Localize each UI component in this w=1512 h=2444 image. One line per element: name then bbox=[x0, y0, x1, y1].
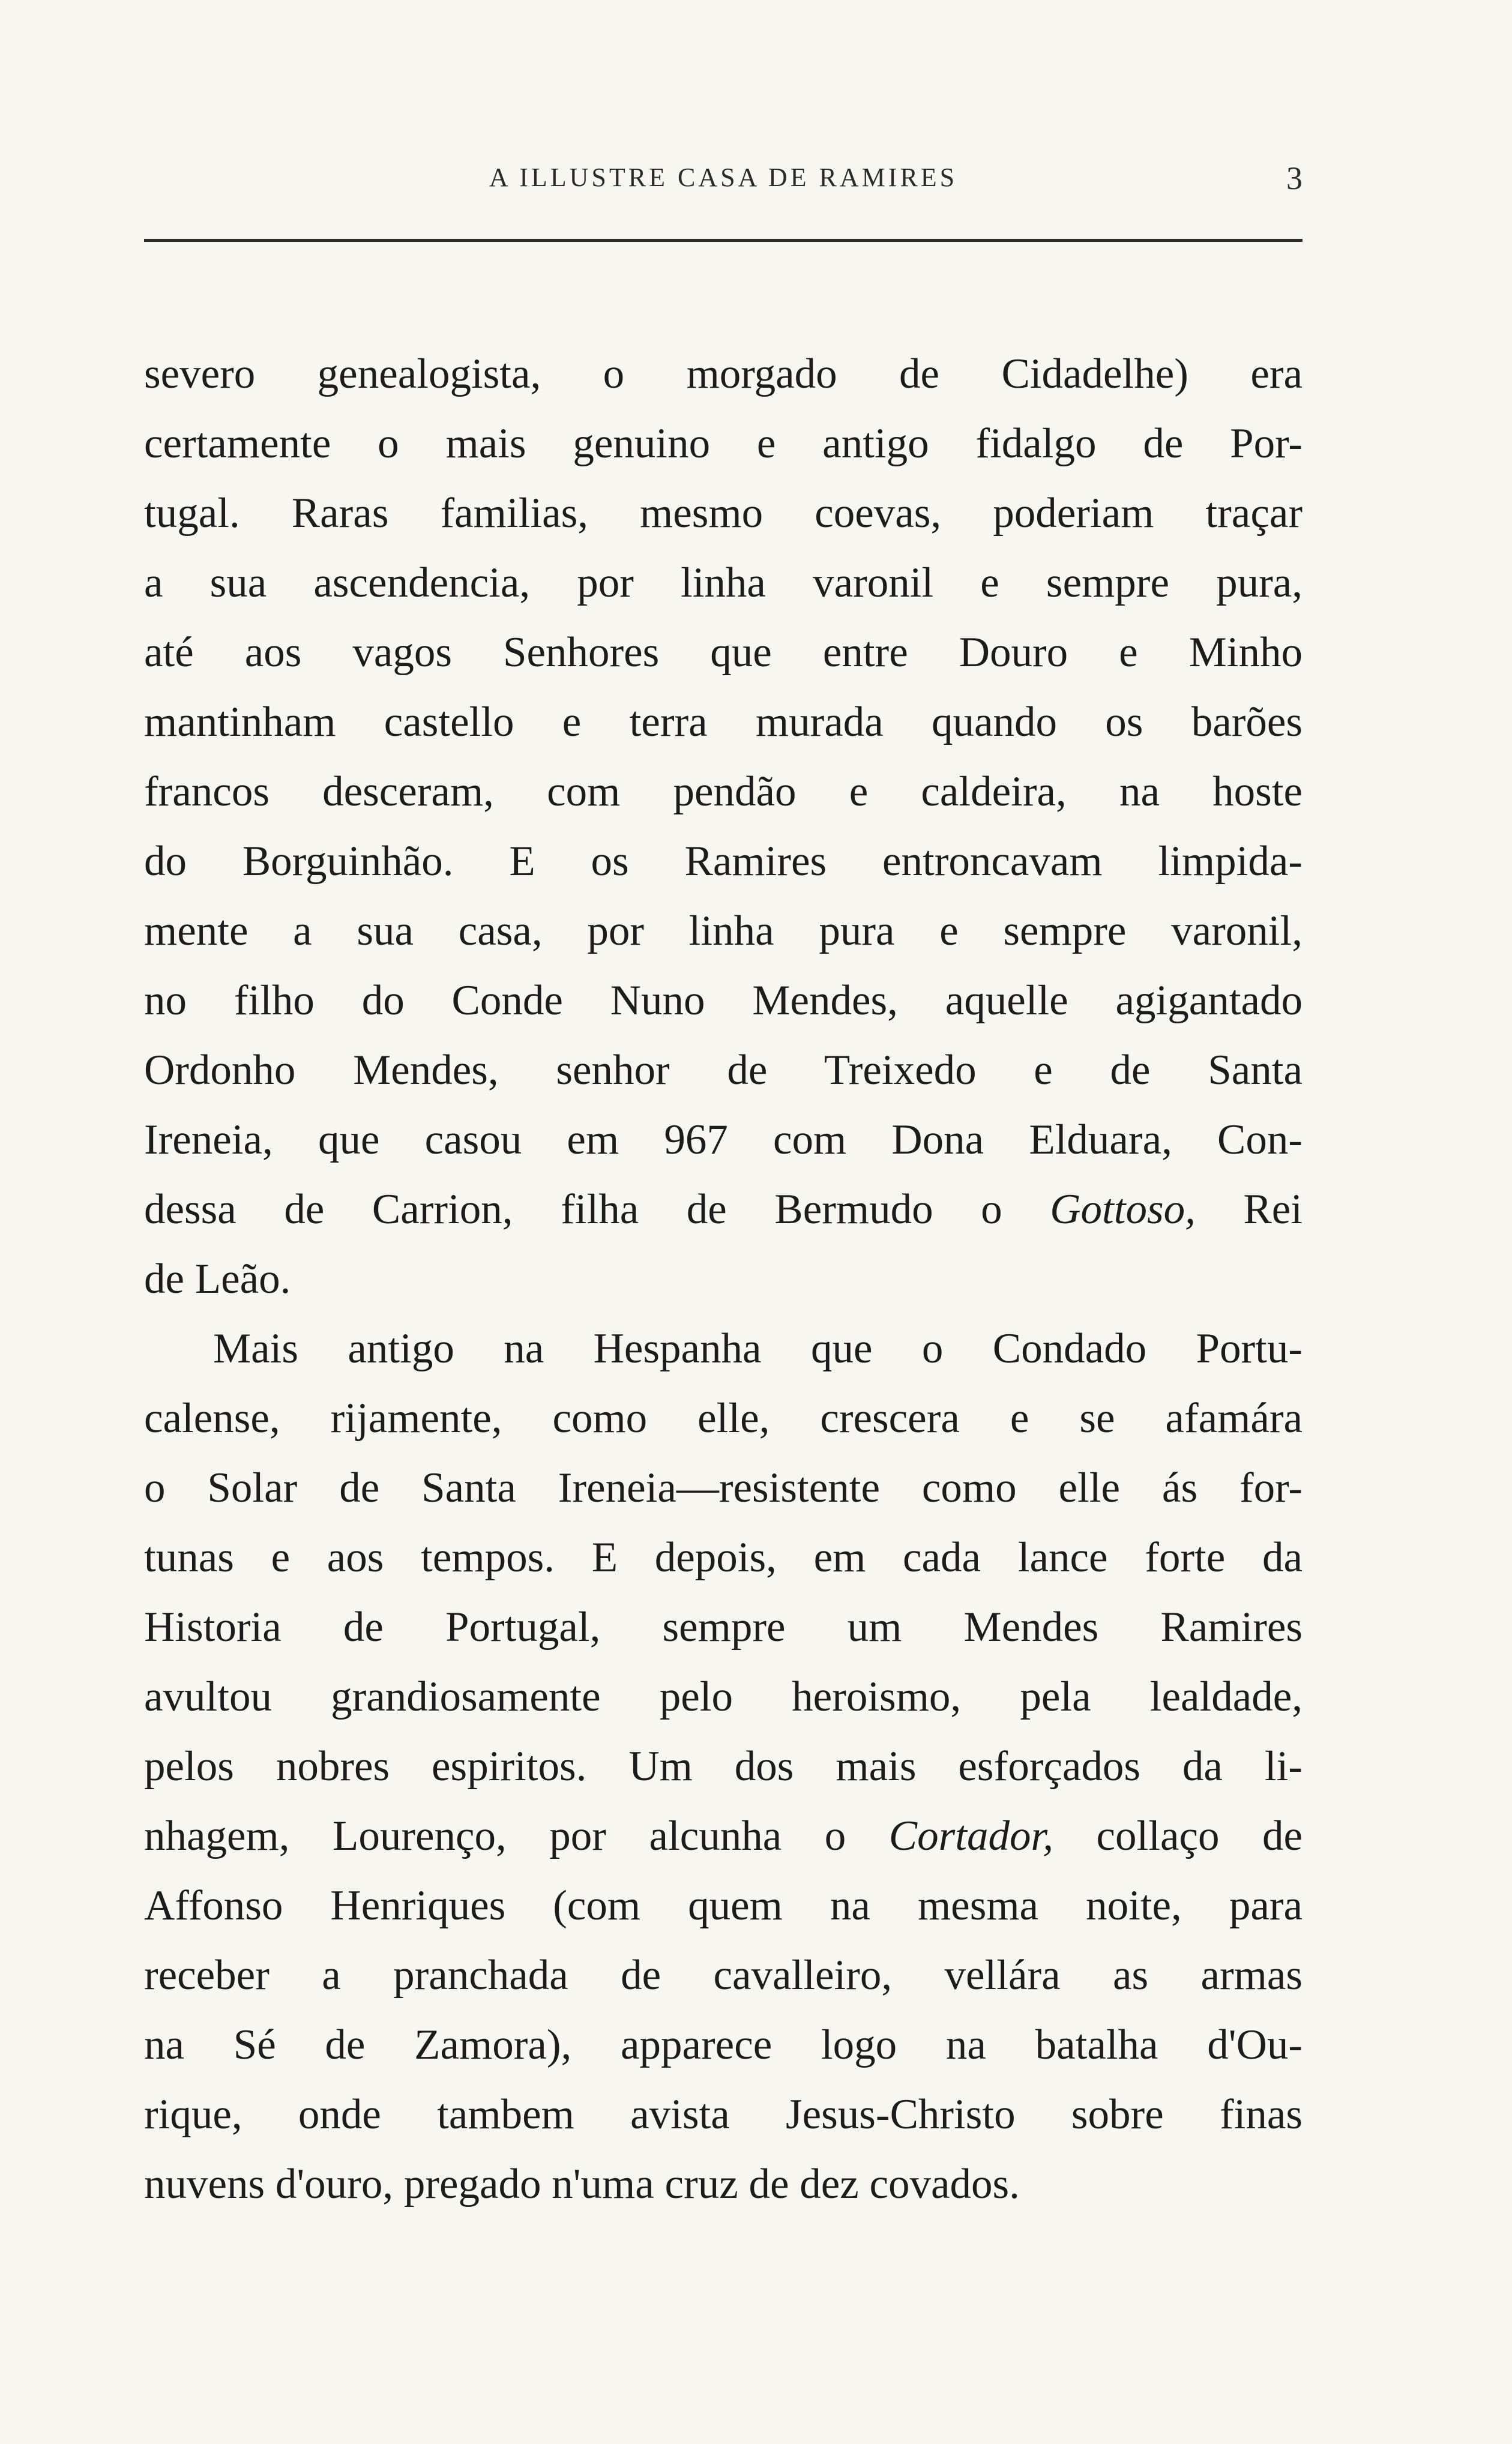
text-run: dessa de Carrion, filha de Bermudo o bbox=[144, 1186, 1050, 1233]
paragraph-1 bbox=[144, 339, 1303, 1314]
text-line: calense, rijamente, como elle, crescera e se afamára bbox=[144, 1395, 1303, 1442]
text-line: severo genealogista, o morgado de Cidadelhe) era bbox=[144, 351, 1303, 397]
text-line: do Borguinhão. E os Ramires entroncavam limpida- bbox=[144, 838, 1303, 885]
body-text bbox=[144, 339, 1303, 2219]
text-line bbox=[144, 1801, 1303, 1871]
text-run: Rei bbox=[1195, 1186, 1303, 1233]
text-line: pelos nobres espiritos. Um dos mais esforçados da li- bbox=[144, 1743, 1303, 1790]
text-line: Ireneia, que casou em 967 com Dona Elduara, Con- bbox=[144, 1116, 1303, 1163]
text-line: a sua ascendencia, por linha varonil e sempre pura, bbox=[144, 559, 1303, 606]
text-run: nhagem, Lourenço, por alcunha o bbox=[144, 1813, 889, 1859]
running-head bbox=[144, 162, 1303, 204]
text-line: tunas e aos tempos. E depois, em cada lance forte da bbox=[144, 1534, 1303, 1581]
running-title: A ILLUSTRE CASA DE RAMIRES bbox=[489, 163, 958, 192]
text-line: mantinham castello e terra murada quando os barões bbox=[144, 699, 1303, 745]
text-line: Historia de Portugal, sempre um Mendes Ramires bbox=[144, 1604, 1303, 1651]
text-line: Affonso Henriques (com quem na mesma noite, para bbox=[144, 1882, 1303, 1929]
text-line: Mais antigo na Hespanha que o Condado Portu- bbox=[213, 1325, 1303, 1372]
paragraph-2 bbox=[144, 1314, 1303, 2219]
text-line: tugal. Raras familias, mesmo coevas, poderiam traçar bbox=[144, 490, 1303, 537]
text-line: o Solar de Santa Ireneia—resistente como elle ás for- bbox=[144, 1464, 1303, 1511]
text-line: no filho do Conde Nuno Mendes, aquelle agigantado bbox=[144, 977, 1303, 1024]
text-run: collaço de bbox=[1053, 1813, 1303, 1859]
header-rule bbox=[144, 239, 1303, 242]
text-line bbox=[144, 1175, 1303, 1244]
italic-word: Gottoso, bbox=[1050, 1186, 1196, 1233]
text-line: rique, onde tambem avista Jesus-Christo sobre finas bbox=[144, 2091, 1303, 2138]
text-line: mente a sua casa, por linha pura e sempre varonil, bbox=[144, 907, 1303, 954]
text-line: francos desceram, com pendão e caldeira, na hoste bbox=[144, 768, 1303, 815]
text-line: de Leão. bbox=[144, 1256, 291, 1302]
italic-word: Cortador, bbox=[888, 1813, 1053, 1859]
text-line: até aos vagos Senhores que entre Douro e Minho bbox=[144, 629, 1303, 676]
text-line: na Sé de Zamora), apparece logo na batalha d'Ou- bbox=[144, 2021, 1303, 2068]
page-number: 3 bbox=[1286, 160, 1303, 196]
text-line: Ordonho Mendes, senhor de Treixedo e de Santa bbox=[144, 1047, 1303, 1094]
text-line: receber a pranchada de cavalleiro, vellára as armas bbox=[144, 1952, 1303, 1999]
text-line: nuvens d'ouro, pregado n'uma cruz de dez covados. bbox=[144, 2161, 1020, 2208]
text-line: certamente o mais genuino e antigo fidalgo de Por- bbox=[144, 420, 1303, 467]
text-line: avultou grandiosamente pelo heroismo, pela lealdade, bbox=[144, 1673, 1303, 1720]
